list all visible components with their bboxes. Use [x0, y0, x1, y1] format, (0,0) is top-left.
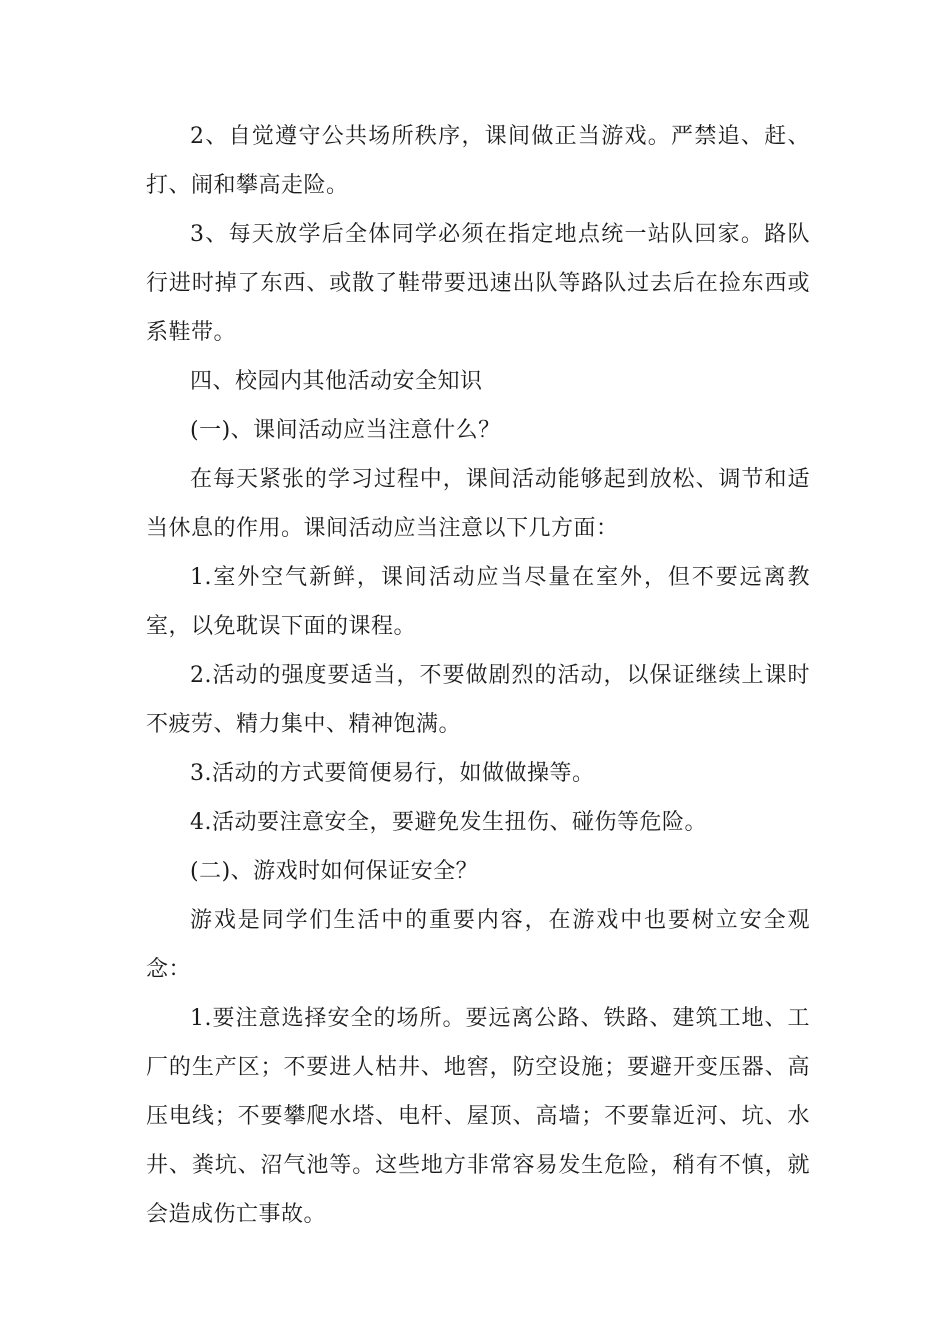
paragraph-rule-2: 2、自觉遵守公共场所秩序，课间做正当游戏。严禁追、赶、打、闹和攀高走险。	[146, 124, 810, 198]
list-item-break-2: 2.活动的强度要适当，不要做剧烈的活动，以保证继续上课时不疲劳、精力集中、精神饱满。	[146, 663, 810, 737]
paragraph-intro-break: 在每天紧张的学习过程中，课间活动能够起到放松、调节和适当休息的作用。课间活动应当注意以下几方面：	[146, 467, 810, 541]
paragraph-intro-games: 游戏是同学们生活中的重要内容，在游戏中也要树立安全观念：	[146, 908, 810, 982]
subsection-heading-1: (一)、课间活动应当注意什么？	[190, 418, 501, 443]
paragraph-rule-3: 3、每天放学后全体同学必须在指定地点统一站队回家。路队行进时掉了东西、或散了鞋带要迅速出队等路队过去后在捡东西或系鞋带。	[146, 222, 810, 345]
subsection-heading-2: (二)、游戏时如何保证安全？	[190, 859, 479, 884]
list-item-break-4: 4.活动要注意安全，要避免发生扭伤、碰伤等危险。	[190, 810, 707, 835]
list-item-break-3: 3.活动的方式要简便易行，如做做操等。	[190, 761, 595, 786]
section-heading-4: 四、校园内其他活动安全知识	[190, 369, 483, 394]
list-item-games-1: 1.要注意选择安全的场所。要远离公路、铁路、建筑工地、工厂的生产区；不要进人枯井、地窖，防空设施；要避开变压器、高压电线；不要攀爬水塔、电杆、屋顶、高墙；不要靠近河、坑、水井、粪坑、沼气池等。这些地方非常容易发生危险，稍有不慎，就会造成伤亡事故。	[146, 1006, 810, 1227]
document-body	[146, 112, 810, 1239]
list-item-break-1: 1.室外空气新鲜，课间活动应当尽量在室外，但不要远离教室，以免耽误下面的课程。	[146, 565, 810, 639]
